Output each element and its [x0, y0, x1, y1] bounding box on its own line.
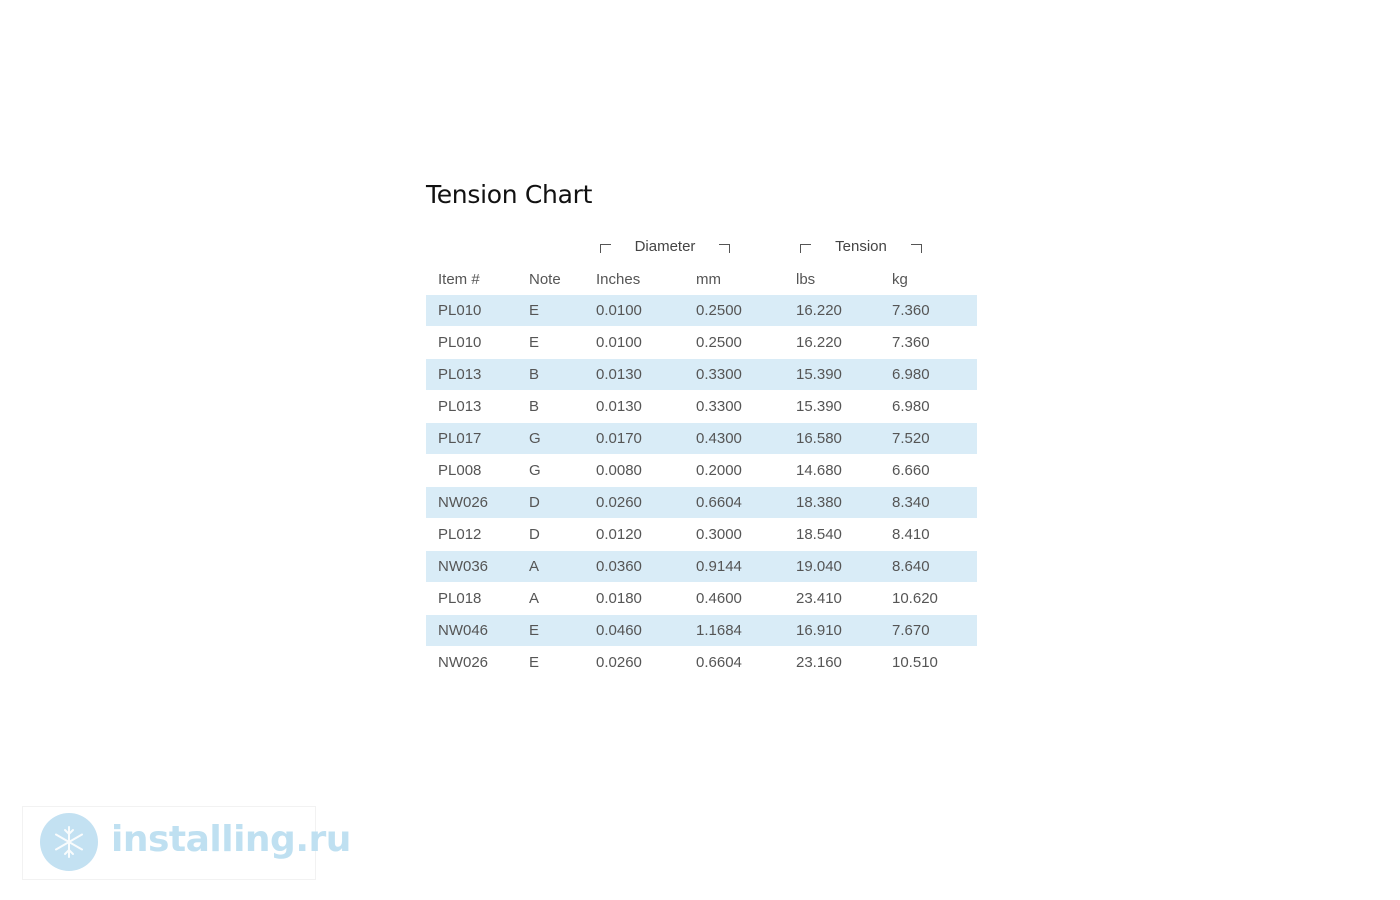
- table-row: [426, 391, 977, 423]
- cell-item: NW026: [438, 494, 489, 511]
- cell-item: PL010: [438, 334, 482, 351]
- cell-mm: 0.4600: [696, 590, 742, 607]
- cell-note: D: [529, 526, 540, 543]
- cell-mm: 0.2500: [696, 334, 742, 351]
- cell-kg: 8.640: [892, 558, 930, 575]
- cell-note: D: [529, 494, 540, 511]
- tension-table: [426, 264, 977, 679]
- cell-mm: 0.6604: [696, 494, 742, 511]
- cell-kg: 7.670: [892, 622, 930, 639]
- cell-kg: 6.980: [892, 398, 930, 415]
- cell-note: E: [529, 334, 540, 351]
- cell-lbs: 15.390: [796, 366, 842, 383]
- cell-inches: 0.0180: [596, 590, 642, 607]
- cell-note: G: [529, 430, 541, 447]
- bracket-right-icon: [719, 244, 730, 253]
- column-header-mm: mm: [696, 271, 721, 288]
- column-header-item: Item #: [438, 271, 480, 288]
- cell-inches: 0.0100: [596, 334, 642, 351]
- column-header-lbs: lbs: [796, 271, 816, 288]
- cell-mm: 0.2000: [696, 462, 742, 479]
- cell-item: NW036: [438, 558, 489, 575]
- table-row: [426, 423, 977, 455]
- table-row: [426, 327, 977, 359]
- cell-inches: 0.0360: [596, 558, 642, 575]
- cell-lbs: 16.580: [796, 430, 842, 447]
- cell-lbs: 18.540: [796, 526, 842, 543]
- cell-inches: 0.0100: [596, 302, 642, 319]
- cell-kg: 8.410: [892, 526, 930, 543]
- watermark-text: installing.ru: [111, 819, 351, 860]
- table-row: [426, 551, 977, 583]
- table-header-row: [426, 264, 977, 295]
- cell-note: E: [529, 622, 540, 639]
- cell-lbs: 16.910: [796, 622, 842, 639]
- column-header-note: Note: [529, 271, 561, 288]
- table-row: [426, 455, 977, 487]
- cell-lbs: 15.390: [796, 398, 842, 415]
- cell-inches: 0.0120: [596, 526, 642, 543]
- table-row: [426, 487, 977, 519]
- cell-note: E: [529, 654, 540, 671]
- table-row: [426, 359, 977, 391]
- cell-item: PL017: [438, 430, 482, 447]
- diameter-group-label: Diameter: [634, 238, 696, 255]
- cell-mm: 0.6604: [696, 654, 742, 671]
- cell-note: A: [529, 590, 540, 607]
- cell-kg: 7.520: [892, 430, 930, 447]
- cell-lbs: 23.160: [796, 654, 842, 671]
- page-title: Tension Chart: [426, 180, 593, 209]
- cell-item: PL013: [438, 366, 482, 383]
- column-header-kg: kg: [892, 271, 908, 288]
- cell-mm: 0.3300: [696, 366, 742, 383]
- cell-inches: 0.0130: [596, 398, 642, 415]
- cell-inches: 0.0460: [596, 622, 642, 639]
- cell-item: PL013: [438, 398, 482, 415]
- cell-lbs: 19.040: [796, 558, 842, 575]
- cell-lbs: 14.680: [796, 462, 842, 479]
- cell-kg: 8.340: [892, 494, 930, 511]
- cell-note: B: [529, 398, 540, 415]
- cell-lbs: 16.220: [796, 302, 842, 319]
- table-body: [426, 295, 977, 679]
- tension-group-label: Tension: [835, 238, 887, 255]
- tension-group-header: [800, 238, 922, 258]
- cell-lbs: 16.220: [796, 334, 842, 351]
- column-header-inches: Inches: [596, 271, 641, 288]
- cell-mm: 0.3000: [696, 526, 742, 543]
- cell-item: PL012: [438, 526, 482, 543]
- cell-inches: 0.0080: [596, 462, 642, 479]
- watermark-logo: [22, 806, 351, 880]
- cell-note: A: [529, 558, 540, 575]
- table-row: [426, 519, 977, 551]
- table-row: [426, 583, 977, 615]
- cell-kg: 7.360: [892, 302, 930, 319]
- cell-item: NW026: [438, 654, 489, 671]
- cell-inches: 0.0130: [596, 366, 642, 383]
- cell-kg: 10.620: [892, 590, 938, 607]
- cell-mm: 0.3300: [696, 398, 742, 415]
- cell-inches: 0.0260: [596, 494, 642, 511]
- table-row: [426, 647, 977, 679]
- cell-note: G: [529, 462, 541, 479]
- cell-item: NW046: [438, 622, 489, 639]
- cell-note: E: [529, 302, 540, 319]
- cell-kg: 7.360: [892, 334, 930, 351]
- cell-kg: 6.980: [892, 366, 930, 383]
- cell-lbs: 23.410: [796, 590, 842, 607]
- cell-inches: 0.0260: [596, 654, 642, 671]
- bracket-right-icon: [911, 244, 922, 253]
- cell-item: PL018: [438, 590, 482, 607]
- cell-mm: 0.4300: [696, 430, 742, 447]
- cell-kg: 10.510: [892, 654, 938, 671]
- table-row: [426, 615, 977, 647]
- cell-item: PL010: [438, 302, 482, 319]
- cell-inches: 0.0170: [596, 430, 642, 447]
- cell-mm: 0.9144: [696, 558, 742, 575]
- cell-note: B: [529, 366, 540, 383]
- diameter-group-header: [600, 238, 730, 258]
- cell-kg: 6.660: [892, 462, 930, 479]
- cell-lbs: 18.380: [796, 494, 842, 511]
- snowflake-logo-icon: [40, 813, 98, 871]
- cell-mm: 0.2500: [696, 302, 742, 319]
- table-row: [426, 295, 977, 327]
- cell-mm: 1.1684: [696, 622, 742, 639]
- cell-item: PL008: [438, 462, 482, 479]
